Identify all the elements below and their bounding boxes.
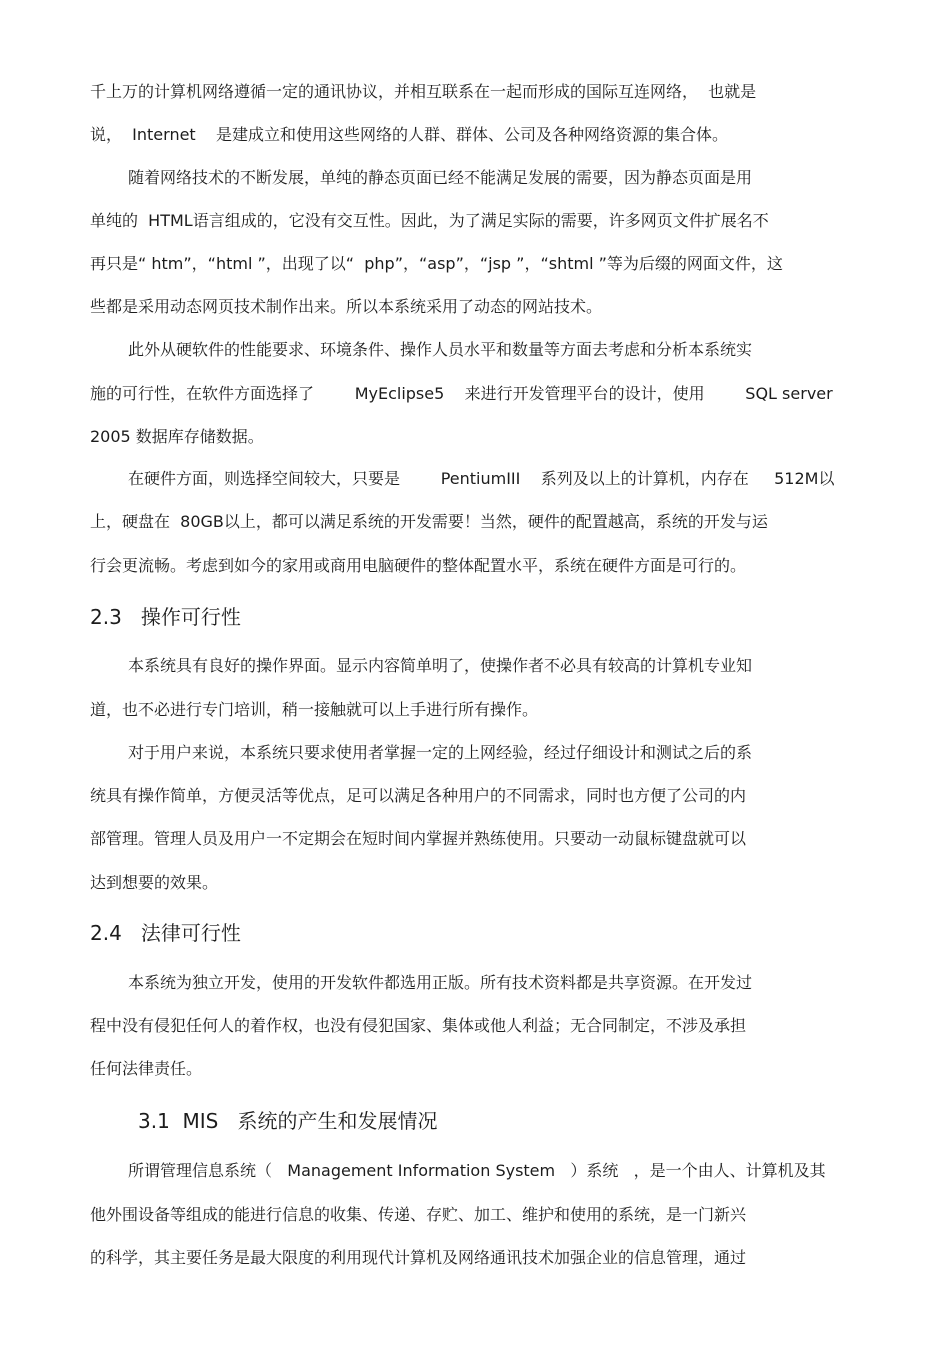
dynamic-line-3: 再只是“ htm”，“html ”，出现了以“ php”，“asp”，“jsp ”，“shtml ”等为后缀的网面文件，这 — [90, 254, 783, 273]
users-line-2: 统具有操作简单，方便灵活等优点，足可以满足各种用户的不同需求，同时也方便了公司的内 — [90, 786, 747, 805]
section-heading-2-4: 2.4 法律可行性 — [90, 921, 241, 945]
section-heading-2-3: 2.3 操作可行性 — [90, 605, 241, 629]
users-line-4: 达到想要的效果。 — [90, 873, 219, 892]
software-line-3: 2005 数据库存储数据。 — [90, 427, 264, 446]
software-line-2: 施的可行性，在软件方面选择了 MyEclipse5 来进行开发管理平台的设计，使用 SQL server — [90, 384, 833, 403]
software-line-1: 此外从硬软件的性能要求、环境条件、操作人员水平和数量等方面去考虑和分析本系统实 — [128, 340, 753, 359]
mis-line-3: 的科学，其主要任务是最大限度的利用现代计算机及网络通讯技术加强企业的信息管理，通过 — [90, 1248, 747, 1267]
users-line-3: 部管理。管理人员及用户一不定期会在短时间内掌握并熟练使用。只要动一动鼠标键盘就可以 — [90, 829, 747, 848]
hardware-line-3: 行会更流畅。考虑到如今的家用或商用电脑硬件的整体配置水平，系统在硬件方面是可行的。 — [90, 556, 747, 575]
intro-line-2: 说， Internet 是建成立和使用这些网络的人群、群体、公司及各种网络资源的集合体。 — [90, 125, 729, 144]
legal-line-2: 程中没有侵犯任何人的着作权，也没有侵犯国家、集体或他人利益；无合同制定，不涉及承担 — [90, 1016, 747, 1035]
dynamic-line-1: 随着网络技术的不断发展，单纯的静态页面已经不能满足发展的需要，因为静态页面是用 — [128, 168, 753, 187]
mis-line-2: 他外围设备等组成的能进行信息的收集、传递、存贮、加工、维护和使用的系统，是一门新兴 — [90, 1205, 747, 1224]
dynamic-line-4: 些都是采用动态网页技术制作出来。所以本系统采用了动态的网站技术。 — [90, 297, 603, 316]
hardware-line-1: 在硬件方面，则选择空间较大，只要是 PentiumIII 系列及以上的计算机，内存在 512M以 — [128, 469, 835, 488]
intro-line-1: 千上万的计算机网络遵循一定的通讯协议，并相互联系在一起而形成的国际互连网络， 也就是 — [90, 82, 757, 101]
hardware-line-2: 上，硬盘在 80GB以上，都可以满足系统的开发需要！当然，硬件的配置越高，系统的开发与运 — [90, 512, 768, 531]
section-heading-3-1: 3.1 MIS 系统的产生和发展情况 — [138, 1109, 438, 1133]
dynamic-line-2: 单纯的 HTML语言组成的，它没有交互性。因此，为了满足实际的需要，许多网页文件扩展名不 — [90, 211, 769, 230]
ui-line-1: 本系统具有良好的操作界面。显示内容简单明了，使操作者不必具有较高的计算机专业知 — [128, 656, 753, 675]
legal-line-1: 本系统为独立开发，使用的开发软件都选用正版。所有技术资料都是共享资源。在开发过 — [128, 973, 753, 992]
legal-line-3: 任何法律责任。 — [90, 1059, 203, 1078]
ui-line-2: 道，也不必进行专门培训，稍一接触就可以上手进行所有操作。 — [90, 700, 539, 719]
mis-line-1: 所谓管理信息系统（ Management Information System ）系统 ，是一个由人、计算机及其 — [128, 1161, 826, 1180]
users-line-1: 对于用户来说，本系统只要求使用者掌握一定的上网经验，经过仔细设计和测试之后的系 — [128, 743, 753, 762]
